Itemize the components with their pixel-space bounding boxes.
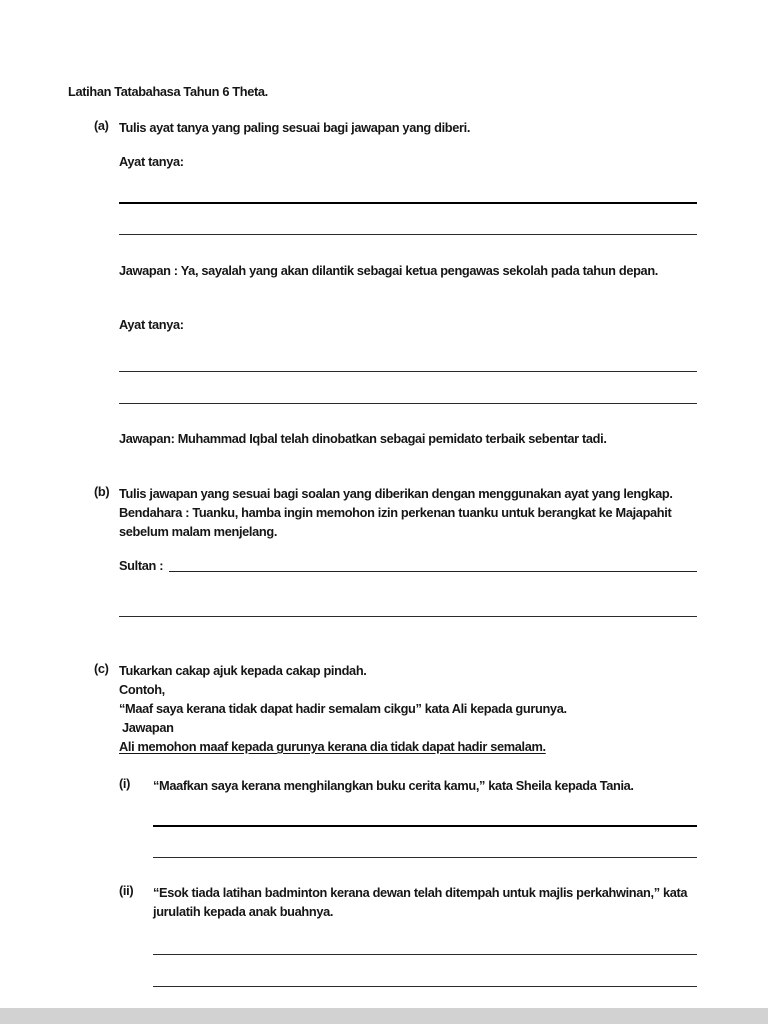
answer-line xyxy=(119,234,697,235)
sultan-answer-row xyxy=(119,558,697,574)
item-ii-number: (ii) xyxy=(119,883,134,898)
section-b-label: (b) xyxy=(94,484,110,499)
sultan-label: Sultan : xyxy=(119,558,164,573)
section-b-dialogue: Bendahara : Tuanku, hamba ingin memohon izin perkenan tuanku untuk berangkat ke Majapahit sebelum malam menjelang. xyxy=(119,505,672,539)
item-ii-content xyxy=(153,883,697,987)
answer-line xyxy=(119,616,697,617)
answer-line xyxy=(119,371,697,372)
answer-line xyxy=(153,986,697,987)
answer-line xyxy=(153,825,697,827)
section-a-content xyxy=(119,118,697,448)
item-i-number: (i) xyxy=(119,776,131,791)
answer-line xyxy=(153,954,697,955)
section-b-content xyxy=(119,484,697,617)
example-quote: “Maaf saya kerana tidak dapat hadir semalam cikgu” kata Ali kepada gurunya. xyxy=(119,701,567,716)
section-b-instruction: Tulis jawapan yang sesuai bagi soalan yang diberikan dengan menggunakan ayat yang lengkap. xyxy=(119,486,673,501)
example-label: Contoh, xyxy=(119,682,165,697)
section-a-instruction: Tulis ayat tanya yang paling sesuai bagi jawapan yang diberi. xyxy=(119,120,471,135)
item-i-quote: “Maafkan saya kerana menghilangkan buku cerita kamu,” kata Sheila kepada Tania. xyxy=(153,778,634,793)
example-answer: Ali memohon maaf kepada gurunya kerana dia tidak dapat hadir semalam. xyxy=(119,739,546,754)
section-c-instruction: Tukarkan cakap ajuk kepada cakap pindah. xyxy=(119,663,367,678)
section-c xyxy=(94,661,697,987)
answer-line xyxy=(119,403,697,404)
section-a xyxy=(94,118,697,448)
item-i-content xyxy=(153,776,697,858)
item-ii xyxy=(119,883,697,987)
section-a-label: (a) xyxy=(94,118,109,133)
prompt-label-1: Ayat tanya: xyxy=(119,154,184,169)
given-answer-2: Jawapan: Muhammad Iqbal telah dinobatkan sebagai pemidato terbaik sebentar tadi. xyxy=(119,431,607,446)
prompt-label-2: Ayat tanya: xyxy=(119,317,184,332)
given-answer-1: Jawapan : Ya, sayalah yang akan dilantik sebagai ketua pengawas sekolah pada tahun depan. xyxy=(119,263,658,278)
item-ii-quote: “Esok tiada latihan badminton kerana dewan telah ditempah untuk majlis perkahwinan,” kata jurulatih kepada anak buahnya. xyxy=(153,885,688,919)
section-c-content xyxy=(119,661,697,987)
answer-line xyxy=(119,202,697,204)
section-b xyxy=(94,484,697,617)
answer-line xyxy=(153,857,697,858)
section-c-label: (c) xyxy=(94,661,109,676)
document-title: Latihan Tatabahasa Tahun 6 Theta. xyxy=(68,84,268,99)
item-i xyxy=(119,776,697,858)
answer-line xyxy=(169,571,697,572)
example-answer-label: Jawapan xyxy=(122,720,174,735)
